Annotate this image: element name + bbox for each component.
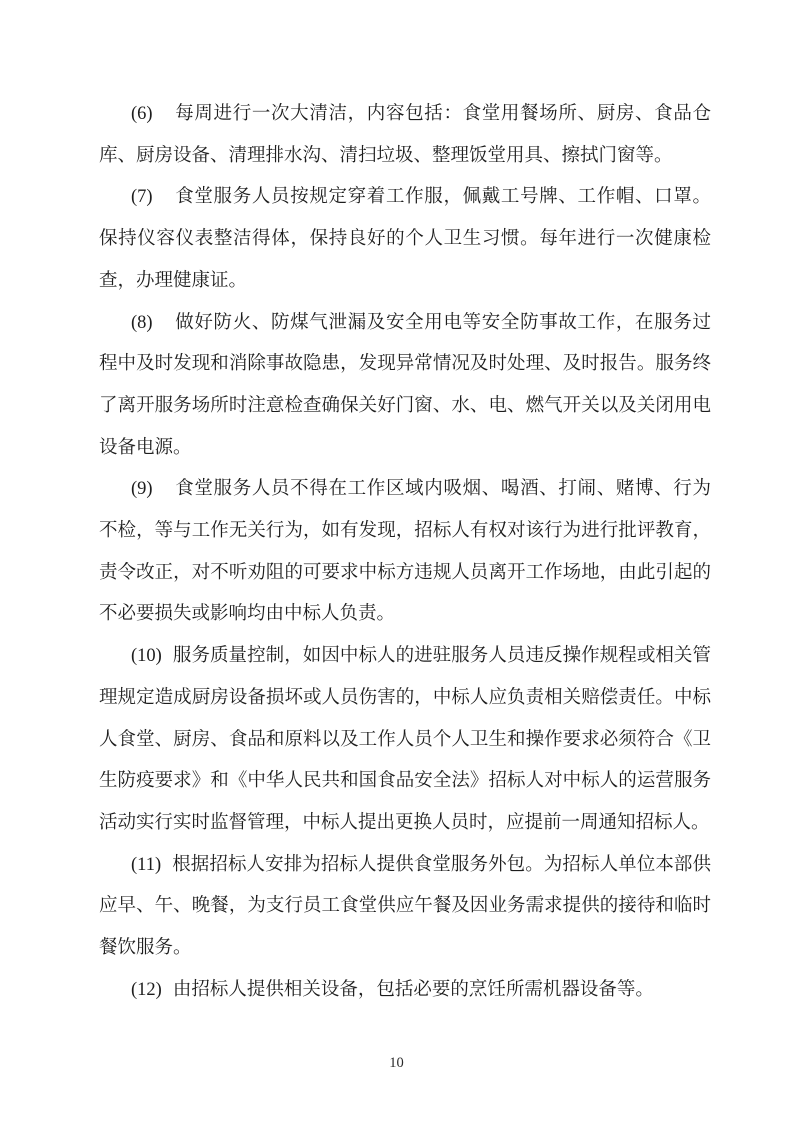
paragraph-6 xyxy=(99,94,711,177)
paragraph-number: (10) xyxy=(131,646,162,667)
paragraph-number: (12) xyxy=(131,979,162,1000)
paragraph-number: (6) xyxy=(131,104,153,124)
paragraph-11 xyxy=(99,845,711,970)
paragraph-number: (8) xyxy=(131,312,153,333)
paragraph-text: 食堂服务人员不得在工作区域内吸烟、喝酒、打闹、赌博、行为不检，等与工作无关行为，如有发现，招标人有权对该行为进行批评教育，责令改正，对不听劝阻的可要求中标方违规人员离开工作场地，由此引起的不必要损失或影响均由中标人负责。 xyxy=(99,479,711,625)
page-number: 10 xyxy=(389,1055,404,1071)
paragraph-12 xyxy=(99,970,711,1012)
paragraph-number: (7) xyxy=(131,187,153,208)
paragraph-8 xyxy=(99,303,711,470)
paragraph-text: 做好防火、防煤气泄漏及安全用电等安全防事故工作，在服务过程中及时发现和消除事故隐患，发现异常情况及时处理、及时报告。服务终了离开服务场所时注意检查确保关好门窗、水、电、燃气开关以及关闭用电设备电源。 xyxy=(99,312,711,458)
document-body xyxy=(99,94,711,1011)
paragraph-text: 食堂服务人员按规定穿着工作服，佩戴工号牌、工作帽、口罩。保持仪容仪表整洁得体，保持良好的个人卫生习惯。每年进行一次健康检查，办理健康证。 xyxy=(99,187,711,291)
paragraph-list xyxy=(99,94,711,1011)
paragraph-10 xyxy=(99,636,711,845)
paragraph-text: 每周进行一次大清洁，内容包括：食堂用餐场所、厨房、食品仓库、厨房设备、清理排水沟、清扫垃圾、整理饭堂用具、擦拭门窗等。 xyxy=(99,104,711,166)
paragraph-number: (11) xyxy=(131,854,162,875)
paragraph-number: (9) xyxy=(131,479,153,500)
paragraph-text: 服务质量控制，如因中标人的进驻服务人员违反操作规程或相关管理规定造成厨房设备损坏或人员伤害的，中标人应负责相关赔偿责任。中标人食堂、厨房、食品和原料以及工作人员个人卫生和操作要求必须符合《卫生防疫要求》和《中华人民共和国食品安全法》招标人对中标人的运营服务活动实行实时监督管理，中标人提出更换人员时，应提前一周通知招标人。 xyxy=(99,646,711,833)
paragraph-9 xyxy=(99,469,711,636)
paragraph-text: 由招标人提供相关设备，包括必要的烹饪所需机器设备等。 xyxy=(172,979,654,1000)
paragraph-7 xyxy=(99,177,711,302)
paragraph-text: 根据招标人安排为招标人提供食堂服务外包。为招标人单位本部供应早、午、晚餐，为支行员工食堂供应午餐及因业务需求提供的接待和临时餐饮服务。 xyxy=(99,854,711,959)
